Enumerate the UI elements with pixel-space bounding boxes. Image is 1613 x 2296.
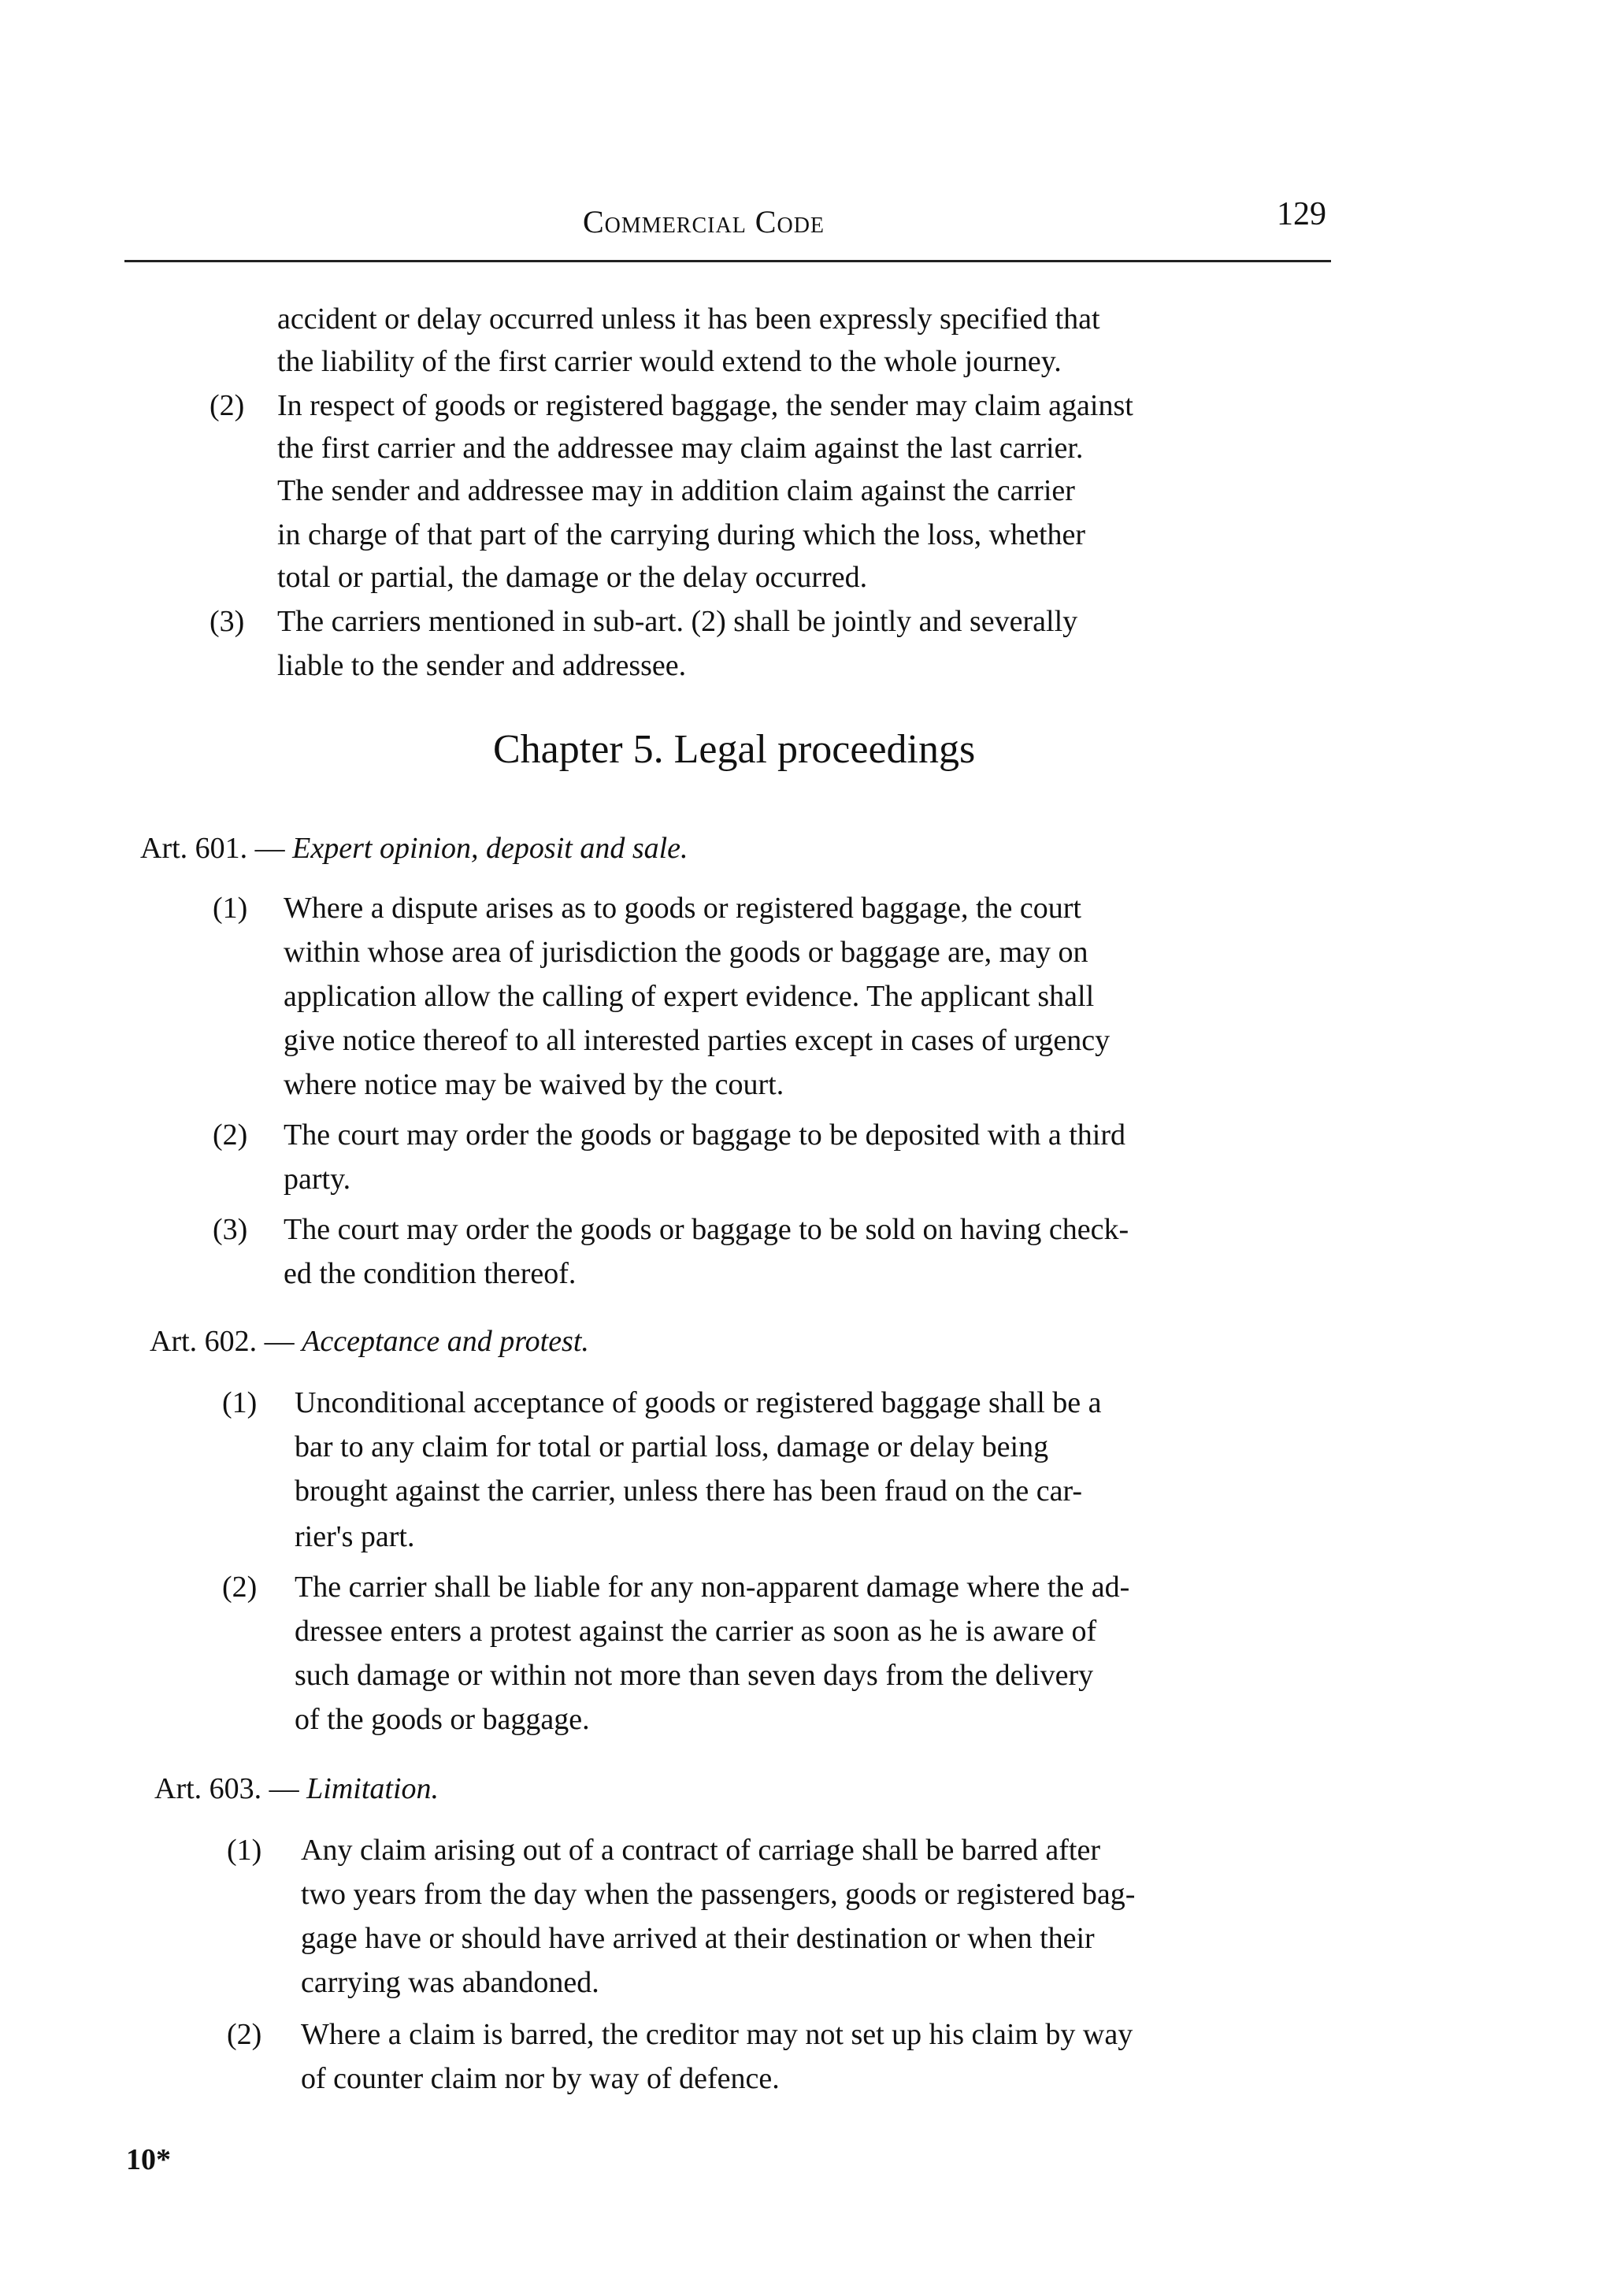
item-line: application allow the calling of expert evidence. The applicant shall	[284, 980, 1095, 1013]
item-line: In respect of goods or registered baggage, the sender may claim against	[277, 389, 1133, 422]
item-line: Unconditional acceptance of goods or registered baggage shall be a	[295, 1386, 1102, 1419]
item-line: party.	[284, 1163, 351, 1196]
item-line: The carrier shall be liable for any non-apparent damage where the ad-	[295, 1571, 1130, 1604]
item-line: total or partial, the damage or the delay occurred.	[277, 561, 868, 594]
item-line: two years from the day when the passengers, goods or registered bag-	[301, 1878, 1136, 1911]
item-number: (1)	[227, 1834, 262, 1867]
article-label: Art. 601. —	[140, 832, 285, 865]
article-label: Art. 603. —	[154, 1772, 299, 1805]
item-line: brought against the carrier, unless there has been fraud on the car-	[295, 1474, 1083, 1508]
item-number: (1)	[222, 1386, 258, 1419]
item-line: ed the condition thereof.	[284, 1257, 577, 1290]
chapter-title: Chapter 5. Legal proceedings	[493, 727, 976, 772]
item-line: within whose area of jurisdiction the goods or baggage are, may on	[284, 936, 1088, 969]
signature-mark: 10*	[126, 2143, 171, 2176]
continuation-line: accident or delay occurred unless it has been expressly specified that	[277, 302, 1100, 336]
item-line: The carriers mentioned in sub-art. (2) shall be jointly and severally	[277, 605, 1078, 638]
article-heading	[140, 830, 688, 866]
item-line: The court may order the goods or baggage to be deposited with a third	[284, 1118, 1125, 1152]
page-number: 129	[1277, 196, 1326, 232]
item-line: The sender and addressee may in addition claim against the carrier	[277, 474, 1075, 507]
article-heading	[150, 1323, 589, 1359]
item-line: of counter claim nor by way of defence.	[301, 2062, 780, 2095]
item-line: The court may order the goods or baggage to be sold on having check-	[284, 1213, 1129, 1246]
item-line: bar to any claim for total or partial loss, damage or delay being	[295, 1430, 1049, 1463]
item-line: Where a claim is barred, the creditor may not set up his claim by way	[301, 2018, 1133, 2051]
item-line: of the goods or baggage.	[295, 1703, 590, 1736]
item-number: (2)	[222, 1571, 258, 1604]
item-number: (2)	[213, 1118, 248, 1152]
article-label: Art. 602. —	[150, 1325, 295, 1358]
item-line: Where a dispute arises as to goods or registered baggage, the court	[284, 892, 1081, 925]
item-line: the first carrier and the addressee may claim against the last carrier.	[277, 432, 1084, 465]
header-rule	[124, 260, 1331, 262]
item-number: (2)	[227, 2018, 262, 2051]
running-head	[126, 195, 1331, 243]
running-title: Commercial Code	[583, 204, 825, 239]
item-line: such damage or within not more than seven days from the delivery	[295, 1659, 1094, 1692]
continuation-line: the liability of the first carrier would extend to the whole journey.	[277, 345, 1062, 378]
item-number: (3)	[210, 605, 245, 638]
item-line: Any claim arising out of a contract of carriage shall be barred after	[301, 1834, 1100, 1867]
article-title: Expert opinion, deposit and sale.	[292, 832, 688, 865]
item-line: dressee enters a protest against the carrier as soon as he is aware of	[295, 1615, 1097, 1648]
item-number: (2)	[210, 389, 245, 422]
item-number: (1)	[213, 892, 248, 925]
item-number: (3)	[213, 1213, 248, 1246]
item-line: liable to the sender and addressee.	[277, 649, 687, 682]
article-heading	[154, 1771, 439, 1807]
item-line: where notice may be waived by the court.	[284, 1068, 784, 1101]
article-title: Limitation.	[306, 1772, 439, 1805]
item-line: give notice thereof to all interested parties except in cases of urgency	[284, 1024, 1111, 1057]
item-line: gage have or should have arrived at their destination or when their	[301, 1922, 1095, 1955]
item-line: carrying was abandoned.	[301, 1966, 599, 1999]
article-title: Acceptance and protest.	[302, 1325, 589, 1358]
item-line: in charge of that part of the carrying during which the loss, whether	[277, 518, 1086, 551]
item-line: rier's part.	[295, 1520, 415, 1553]
